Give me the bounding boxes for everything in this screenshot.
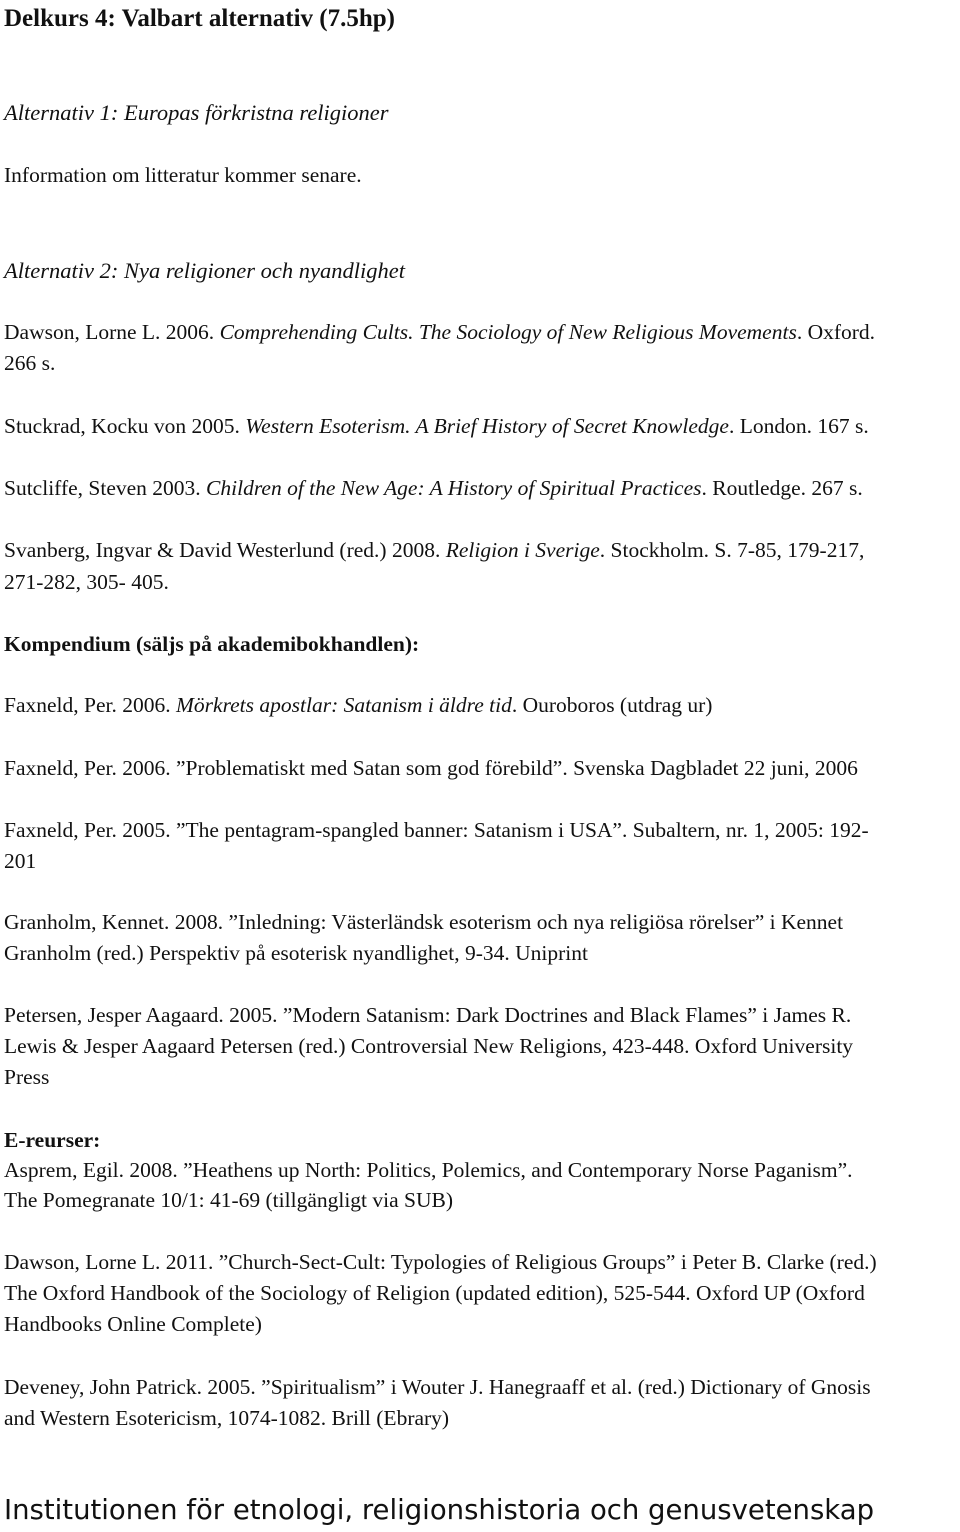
kompendium-heading: Kompendium (säljs på akademibokhandlen):	[4, 632, 420, 656]
alt1-info: Information om litteratur kommer senare.	[4, 163, 362, 187]
ref-line	[4, 1252, 877, 1274]
alt2-heading: Alternativ 2: Nya religioner och nyandlighet	[4, 258, 405, 283]
ref-line	[4, 353, 55, 375]
ref-text: The Pomegranate 10/1: 41-69 (tillgängligt via SUB)	[4, 1188, 454, 1212]
ref-text: Faxneld, Per. 2006.	[4, 693, 176, 717]
ref-text: Sutcliffe, Steven 2003.	[4, 476, 207, 500]
ref-line	[4, 851, 36, 873]
ref-text: . London. 167 s.	[728, 414, 869, 438]
ref-line	[4, 758, 858, 780]
ref-text: Dawson, Lorne L. 2011. ”Church-Sect-Cult: Typologies of Religious Groups” i Peter B. Clarke (red.)	[4, 1250, 877, 1274]
ref-title: Religion i Sverige	[445, 538, 600, 562]
ref-text: Petersen, Jesper Aagaard. 2005. ”Modern Satanism: Dark Doctrines and Black Flames” i James R.	[4, 1003, 852, 1027]
ref-line	[4, 943, 588, 965]
ref-title: Comprehending Cults. The Sociology of New Religious Movements	[219, 320, 797, 344]
ref-text: Svanberg, Ingvar & David Westerlund (red.) 2008.	[4, 538, 446, 562]
ref-line	[4, 1067, 49, 1089]
ref-text: Faxneld, Per. 2006. ”Problematiskt med Satan som god förebild”. Svenska Dagbladet 22 juni, 2006	[4, 756, 858, 780]
ref-text: Deveney, John Patrick. 2005. ”Spiritualism” i Wouter J. Hanegraaff et al. (red.) Dictionary of Gnosis	[4, 1375, 871, 1399]
ref-text: and Western Esotericism, 1074-1082. Brill (Ebrary)	[4, 1406, 450, 1430]
ref-text: Faxneld, Per. 2005. ”The pentagram-spangled banner: Satanism i USA”. Subaltern, nr. 1, 2005: 192-	[4, 818, 869, 842]
ref-line	[4, 572, 169, 594]
footer-institution: Institutionen för etnologi, religionshistoria och genusvetenskap	[4, 1494, 875, 1526]
ref-line	[4, 322, 875, 344]
ref-title: Children of the New Age: A History of Spiritual Practices	[206, 476, 702, 500]
ref-line	[4, 1160, 853, 1182]
ref-line	[4, 695, 712, 717]
ref-line	[4, 1408, 449, 1430]
ref-text: 201	[4, 849, 37, 873]
eresurser-heading: E-reurser:	[4, 1128, 101, 1152]
ref-text: . Stockholm. S. 7-85, 179-217,	[599, 538, 865, 562]
ref-line	[4, 1283, 865, 1305]
ref-line	[4, 1377, 871, 1399]
ref-text: . Routledge. 267 s.	[701, 476, 863, 500]
ref-text: The Oxford Handbook of the Sociology of Religion (updated edition), 525-544. Oxford UP (Oxford	[4, 1281, 865, 1305]
ref-text: Press	[4, 1065, 50, 1089]
page-title: Delkurs 4: Valbart alternativ (7.5hp)	[4, 5, 395, 32]
ref-line	[4, 1190, 453, 1212]
ref-text: Lewis & Jesper Aagaard Petersen (red.) Controversial New Religions, 423-448. Oxford University	[4, 1034, 854, 1058]
ref-text: Dawson, Lorne L. 2006.	[4, 320, 220, 344]
ref-text: 266 s.	[4, 351, 56, 375]
ref-text: Granholm (red.) Perspektiv på esoterisk nyandlighet, 9-34. Uniprint	[4, 941, 588, 965]
ref-line	[4, 540, 864, 562]
ref-text: Handbooks Online Complete)	[4, 1312, 262, 1336]
ref-text: Asprem, Egil. 2008. ”Heathens up North: Politics, Polemics, and Contemporary Norse Paganism”.	[4, 1158, 853, 1182]
ref-line	[4, 478, 863, 500]
ref-line	[4, 820, 869, 842]
ref-title: Western Esoterism. A Brief History of Secret Knowledge	[245, 414, 729, 438]
ref-text: . Ouroboros (utdrag ur)	[511, 693, 713, 717]
alt1-heading: Alternativ 1: Europas förkristna religioner	[4, 100, 389, 125]
ref-line	[4, 1036, 853, 1058]
ref-line	[4, 416, 869, 438]
ref-line	[4, 1005, 851, 1027]
ref-text: 271-282, 305- 405.	[4, 570, 169, 594]
ref-line	[4, 912, 843, 934]
ref-line	[4, 1314, 262, 1336]
ref-title: Mörkrets apostlar: Satanism i äldre tid	[176, 693, 512, 717]
ref-text: . Oxford.	[796, 320, 876, 344]
ref-text: Stuckrad, Kocku von 2005.	[4, 414, 246, 438]
ref-text: Granholm, Kennet. 2008. ”Inledning: Västerländsk esoterism och nya religiösa rörelser” i Kennet	[4, 910, 844, 934]
